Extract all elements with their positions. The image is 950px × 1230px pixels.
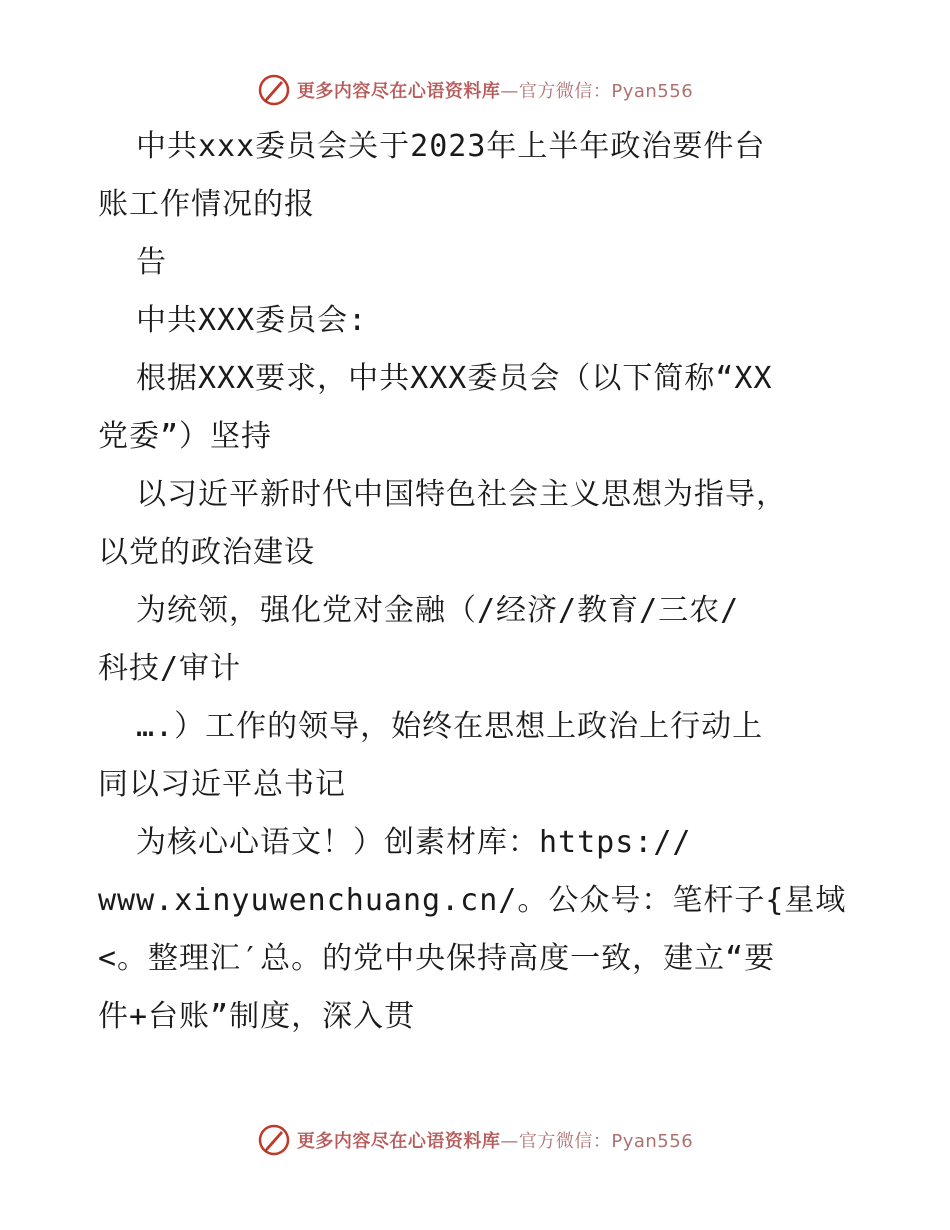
text-line: <。整理汇′总。的党中央保持高度一致，建立“要	[98, 941, 776, 976]
text-line: 中共xxx委员会关于2023年上半年政治要件台	[136, 129, 766, 164]
banner-lead-text: 更多内容尽在心语资料库	[296, 81, 501, 102]
text-line: 以党的政治建设	[98, 535, 315, 570]
text-line: 为统领，强化党对金融（/经济/教育/三农/	[136, 593, 740, 628]
text-line: ….）工作的领导，始终在思想上政治上行动上	[136, 709, 764, 744]
header-banner	[0, 70, 950, 110]
text-line: 党委”）坚持	[98, 419, 273, 454]
text-line: www.xinyuwenchuang.cn/。公众号：笔杆子{星域	[98, 883, 847, 918]
banner-tail-text: —官方微信：Pyan556	[500, 1131, 694, 1152]
text-line: 件+台账”制度，深入贯	[98, 999, 416, 1034]
quill-logo-icon	[257, 1123, 291, 1157]
text-line: 账工作情况的报	[98, 187, 315, 222]
text-line: 根据XXX要求，中共XXX委员会（以下简称“XX	[136, 361, 773, 396]
banner-lead-text: 更多内容尽在心语资料库	[296, 1131, 501, 1152]
text-line: 科技/审计	[98, 651, 242, 686]
banner-tail-text: —官方微信：Pyan556	[500, 81, 694, 102]
quill-logo-icon	[257, 73, 291, 107]
text-line: 告	[136, 245, 167, 280]
text-line: 为核心心语文！）创素材库：https://	[136, 825, 692, 860]
text-line: 同以习近平总书记	[98, 767, 346, 802]
report-body	[98, 118, 858, 1046]
footer-banner	[0, 1120, 950, 1160]
text-line: 以习近平新时代中国特色社会主义思想为指导，	[136, 477, 787, 512]
text-line: 中共XXX委员会:	[136, 303, 368, 338]
